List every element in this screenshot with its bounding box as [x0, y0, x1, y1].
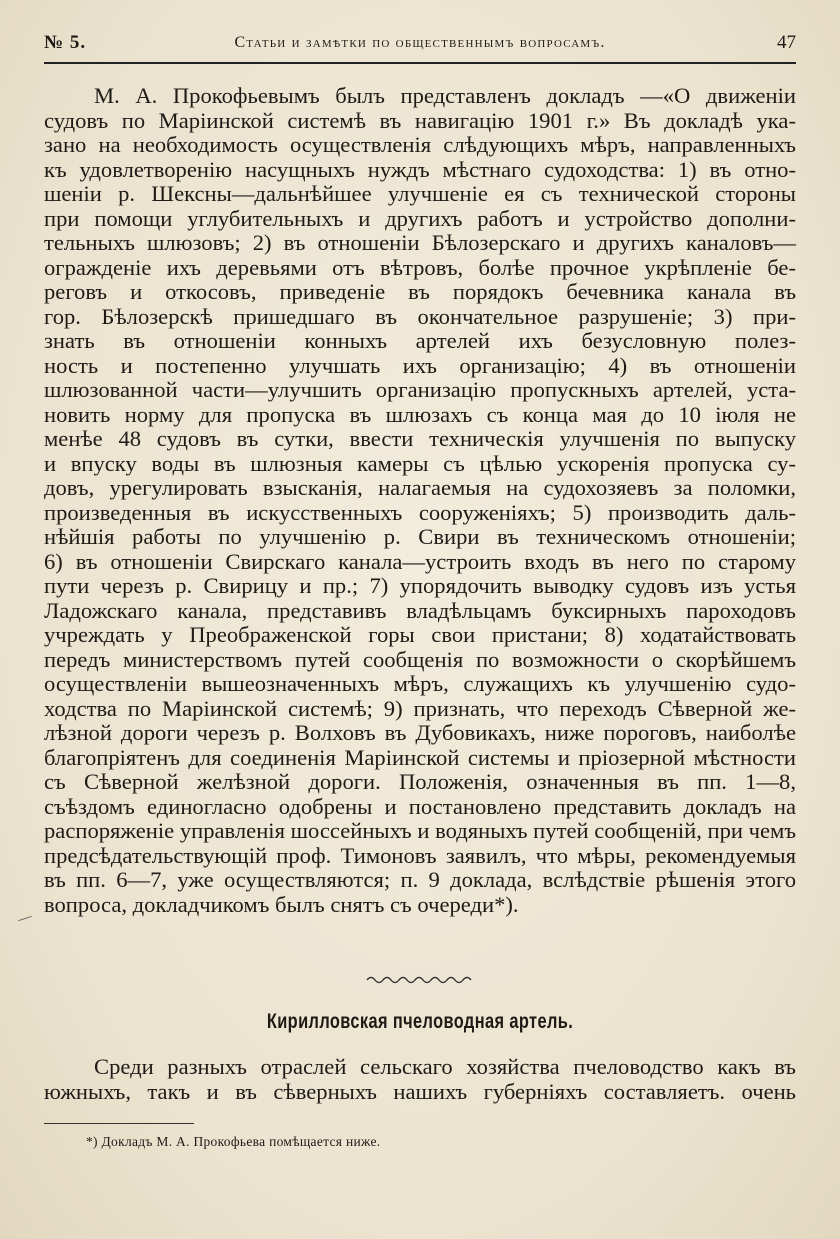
text-line: пути черезъ р. Свирицу и пр.; 7) упорядочить выводку судовъ изъ устья — [44, 573, 796, 598]
text-line: нѣйшiя работы по улучшенiю р. Свири въ техническомъ отношенiи; — [44, 524, 796, 549]
footnote-rule — [44, 1123, 194, 1124]
wavy-divider-ornament — [365, 974, 475, 986]
issue-number: № 5. — [44, 32, 87, 53]
text-line: шенiи р. Шексны—дальнѣйшее улучшенiе ея съ технической стороны — [44, 181, 796, 206]
text-line: съ Сѣверной желѣзной дороги. Положенiя, означенныя въ пп. 1—8, — [44, 769, 796, 794]
article-body — [44, 84, 796, 917]
text-line: ходства по Марiинской системѣ; 9) признать, что переходъ Сѣверной же- — [44, 695, 796, 721]
text-line: зано на необходимость осуществленiя слѣдующихъ мѣръ, направленныхъ — [44, 132, 796, 157]
header-rule — [44, 62, 796, 64]
text-line: и впуску воды въ шлюзныя камеры съ цѣлью ускоренiя пропуска су- — [44, 450, 796, 476]
text-line: произведенныя въ искусственныхъ сооруженiяхъ; 5) производить даль- — [44, 499, 796, 525]
text-line: къ удовлетворенiю насущныхъ нуждъ мѣстнаго судоходства: 1) въ отно- — [44, 156, 796, 182]
text-line: лѣзной дороги черезъ р. Волховъ въ Дубовикахъ, ниже пороговъ, наиболѣе — [44, 720, 796, 745]
text-line: распоряженiе управленiя шоссейныхъ и водяныхъ путей сообщенiй, при чемъ — [44, 818, 797, 843]
text-line: южныхъ, такъ и въ сѣверныхъ нашихъ губернiяхъ составляетъ. очень — [44, 1079, 796, 1104]
text-line: гор. Бѣлозерскѣ пришедшаго въ окончательное разрушенiе; 3) при- — [44, 303, 796, 329]
text-line: Ладожскаго канала, представивъ владѣльцамъ буксирныхъ пароходовъ — [44, 597, 796, 623]
text-line: М. А. Прокофьевымъ былъ представленъ докладъ —«О движенiи — [94, 83, 796, 108]
section-title: Кирилловская пчеловодная артель. — [266, 1010, 574, 1033]
text-line: 6) въ отношенiи Свирскаго канала—устроить входъ въ него по старому — [44, 548, 796, 574]
text-line: знать въ отношенiи конныхъ артелей ихъ безусловную полез- — [44, 328, 796, 353]
text-line: менѣе 48 судовъ въ сутки, ввести техническiя улучшенiя по выпуску — [44, 426, 796, 451]
text-line: въ пп. 6—7, уже осуществляются; п. 9 доклада, вслѣдствiе рѣшенiя этого — [44, 867, 796, 892]
text-line: передъ министерствомъ путей сообщенiя по возможности о скорѣйшемъ — [44, 646, 796, 672]
text-line: съѣздомъ единогласно одобрены и постановлено представить докладъ на — [44, 793, 796, 819]
page-number: 47 — [777, 32, 796, 53]
section-body — [44, 1054, 796, 1104]
text-line: Среди разныхъ отраслей сельскаго хозяйства пчеловодство какъ въ — [94, 1054, 796, 1079]
text-line: осуществленiи вышеозначенныхъ мѣръ, служащихъ къ улучшенiю судо- — [44, 671, 796, 696]
text-line: предсѣдательствующiй проф. Тимоновъ заявилъ, что мѣры, рекомендуемыя — [44, 842, 796, 868]
text-line: благопрiятенъ для соединенiя Марiинской системы и прiозерной мѣстности — [44, 744, 796, 770]
running-title: Статьи и замѣтки по общественнымъ вопросамъ. — [234, 34, 606, 51]
text-line: огражденiе ихъ деревьями отъ вѣтровъ, болѣе прочное укрѣпленiе бе- — [44, 254, 796, 280]
running-header — [44, 32, 796, 64]
text-line: судовъ по Марiинской системѣ въ навигацiю 1901 г.» Въ докладѣ ука- — [44, 107, 796, 133]
text-line: вопроса, докладчикомъ былъ снятъ съ очереди*). — [44, 891, 519, 917]
text-line: шлюзованной части—улучшить организацiю пропускныхъ артелей, уста- — [44, 377, 796, 402]
margin-pencil-mark — [18, 916, 32, 921]
text-line: новить норму для пропуска въ шлюзахъ съ конца мая до 10 iюля не — [44, 401, 796, 427]
text-line: ность и постепенно улучшать ихъ организацiю; 4) въ отношенiи — [44, 352, 796, 378]
text-line: при помощи углубительныхъ и другихъ работъ и устройство дополни- — [44, 205, 796, 231]
footnote: *) Докладъ М. А. Прокофьева помѣщается ниже. — [86, 1134, 381, 1149]
text-line: реговъ и откосовъ, приведенiе въ порядокъ бечевника канала въ — [44, 279, 796, 304]
text-line: учреждать у Преображенской горы свои пристани; 8) ходатайствовать — [44, 622, 796, 647]
text-line: тельныхъ шлюзовъ; 2) въ отношенiи Бѣлозерскаго и другихъ каналовъ— — [44, 230, 796, 255]
text-line: довъ, урегулировать взысканiя, налагаемыя на судохозяевъ за поломки, — [44, 475, 796, 500]
